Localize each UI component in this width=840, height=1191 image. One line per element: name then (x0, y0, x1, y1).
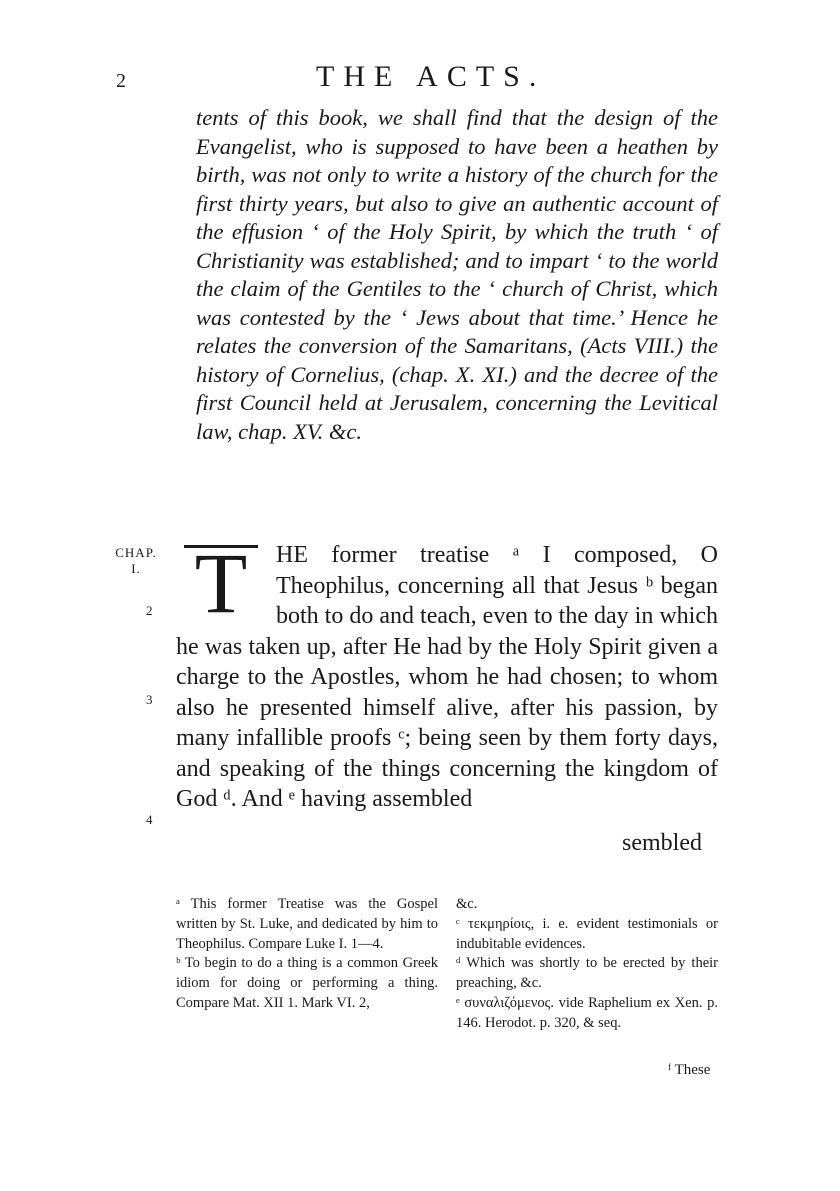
page-number: 2 (116, 70, 126, 92)
chapter-body (176, 540, 718, 815)
footnote: ᵉ συναλιζόμενος. vide Raphelium ex Xen. p. 146. Herodot. p. 320, & seq. (456, 994, 718, 1031)
footnote: ᶜ τεκμηρίοις, i. e. evident testimonials or indubitable evidences. (456, 915, 718, 952)
chapter-text: HE former treatise ᵃ I composed, O Theophilus, concerning all that Jesus ᵇ began both to do and teach, even to the day in which he was taken up, after He had by the Holy Spirit given a charge to the Apostles, whom he had chosen; to whom also he presented himself alive, after his passion, by many infallible proofs ᶜ; being seen by them forty days, and speaking of the things concerning the kingdom of God ᵈ. And ᵉ having assembled (176, 542, 718, 812)
verse-marker: 4 (146, 812, 153, 827)
footnotes-left-column (176, 895, 438, 1014)
drop-cap-space (176, 540, 276, 628)
verse-marker: 3 (146, 692, 153, 707)
footnote: ᵃ This former Treatise was the Gospel written by St. Luke, and dedicated by him to Theophilus. Compare Luke I. 1—4. (176, 896, 438, 952)
footnote-catchword: ᶠ These (668, 1062, 711, 1078)
chapter-label-text: CHAP. (115, 545, 157, 560)
footnote: &c. (456, 896, 478, 912)
verse-marker: 2 (146, 603, 153, 618)
page-catchword: sembled (622, 830, 702, 856)
chapter-label (114, 545, 158, 577)
footnote: ᵈ Which was shortly to be erected by their preaching, &c. (456, 955, 718, 992)
footnote: ᵇ To begin to do a thing is a common Greek idiom for doing or performing a thing. Compare Mat. XII 1. Mark VI. 2, (176, 955, 438, 1011)
drop-cap: T (184, 545, 258, 618)
footnotes-right-column (456, 895, 718, 1034)
running-title: THE ACTS. (316, 60, 546, 93)
chapter-number: I. (131, 561, 141, 576)
intro-paragraph (196, 104, 718, 446)
intro-text: tents of this book, we shall find that the design of the Evangelist, who is supposed to have been a heathen by birth, was not only to write a history of the church for the first thirty years, but also to give an authentic account of the effusion ‘ of the Holy Spirit, by which the truth ‘ of Christianity was established; and to impart ‘ to the world the claim of the Gentiles to the ‘ church of Christ, which was contested by the ‘ Jews about that time.’ Hence he relates the conversion of the Samaritans, (Acts VIII.) the history of Cornelius, (chap. X. XI.) and the decree of the first Council held at Jerusalem, concerning the Levitical law, chap. XV. &c. (196, 105, 718, 444)
